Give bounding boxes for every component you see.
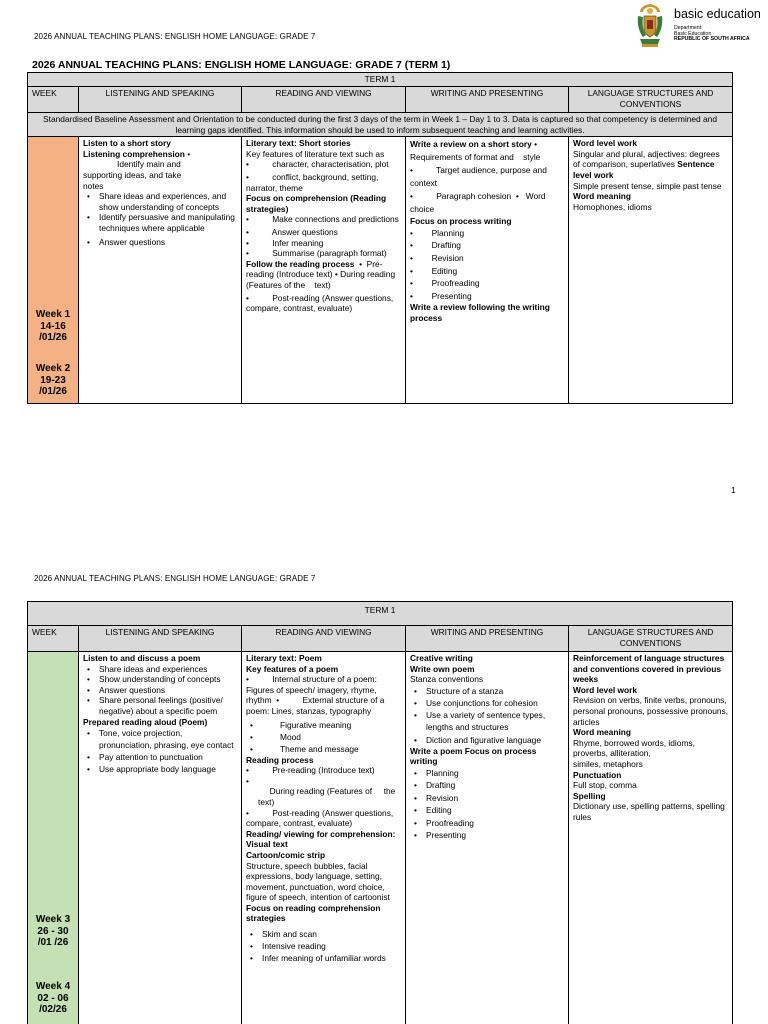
language-structures-cell: Word level work Singular and plural, adjectives: degrees of comparison, superlatives Sentence level work Simple present tense, simple past tense Word meaning Homophones, idioms — [569, 137, 733, 404]
col-reading-viewing-2: READING AND VIEWING — [242, 626, 406, 652]
term-header: TERM 1 — [28, 73, 733, 87]
col-listening-speaking: LISTENING AND SPEAKING — [79, 87, 242, 113]
col-week: WEEK — [28, 87, 79, 113]
writing-presenting-cell: Write a review on a short story • Requirements of format and style • Target audience, purpose and context • Paragraph cohesion • Word choice Focus on process writing • Planning • Drafting • Revision • Editing • Proofreading • Presenting Write a review following the writing process — [406, 137, 569, 404]
week-2-label: Week 2 19-23 /01/26 — [35, 363, 71, 398]
week-4-label: Week 4 02 - 06 /02/26 — [35, 981, 71, 1015]
col-language-structures: LANGUAGE STRUCTURES AND CONVENTIONS — [569, 87, 733, 113]
baseline-assessment-note: Standardised Baseline Assessment and Orientation to be conducted during the first 3 days of the term in Week 1 – Day 1 to 3. Data is captured so that competency is determined and learning gaps identified. This information should be used to inform subsequent teaching and learning activities. — [28, 113, 733, 137]
listening-speaking-cell: Listen to a short story Listening comprehension • Identify main and supporting ideas, and take notes • Share ideas and experiences, and show understanding of concepts • Identify persuasive and manipulating techniques where applicable • Answer questions — [79, 137, 242, 404]
document-title: 2026 ANNUAL TEACHING PLANS: ENGLISH HOME LANGUAGE: GRADE 7 (TERM 1) — [32, 59, 451, 71]
term1-plan-table-weeks-3-4 — [27, 601, 733, 1024]
language-structures-cell-2: Reinforcement of language structures and conventions covered in previous weeks Word level work Revision on verbs, finite verbs, pronouns, personal pronouns, possessive pronouns, articles Word meaning Rhyme, borrowed words, idioms, proverbs, alliteration, similes, metaphors Punctuation Full stop, comma Spelling Dictionary use, spelling patterns, spelling rules — [569, 652, 733, 1024]
reading-viewing-cell: Literary text: Short stories Key features of literature text such as • character, characterisation, plot • conflict, background, setting, narrator, theme Focus on comprehension (Reading strategies) • Make connections and predictions • Answer questions • Infer meaning • Summarise (paragraph format) Follow the reading process • Pre-reading (Introduce text) • During reading (Features of the text) • Post-reading (Answer questions, compare, contrast, evaluate) — [242, 137, 406, 404]
page-number: 1 — [731, 485, 736, 495]
col-language-structures-2: LANGUAGE STRUCTURES AND CONVENTIONS — [569, 626, 733, 652]
running-header: 2026 ANNUAL TEACHING PLANS: ENGLISH HOME LANGUAGE: GRADE 7 — [34, 32, 316, 41]
col-writing-presenting: WRITING AND PRESENTING — [406, 87, 569, 113]
col-listening-speaking-2: LISTENING AND SPEAKING — [79, 626, 242, 652]
reading-viewing-cell-2: Literary text: Poem Key features of a poem • Internal structure of a poem: Figures of speech/ imagery, rhyme, rhythm • External structure of a poem: Lines, stanzas, typography • Figurative meaning • Mood • Theme and message Reading process • Pre-reading (Introduce text) • During reading (Features of the text) • Post-reading (Answer questions, compare, contrast, evaluate) Reading/ viewing for comprehension: Visual text Cartoon/comic strip Structure, speech bubbles, facial expressions, body language, setting, movement, punctuation, word choice, figure of speech, intention of cartoonist Focus on reading comprehension strategies • Skim and scan • Intensive reading • Infer meaning of unfamiliar words — [242, 652, 406, 1024]
week-3-label: Week 3 26 - 30 /01 /26 — [35, 914, 71, 948]
week-1-label: Week 1 14-16 /01/26 — [35, 309, 71, 344]
week-cell — [28, 137, 79, 404]
term1-plan-table-weeks-1-2 — [27, 72, 733, 404]
week-cell-2 — [28, 652, 79, 1024]
listening-speaking-cell-2: Listen to and discuss a poem • Share ideas and experiences • Show understanding of concepts • Answer questions • Share personal feelings (positive/ negative) about a specific poem Prepared reading aloud (Poem) • Tone, voice projection, pronunciation, phrasing, eye contact • Pay attention to punctuation • Use appropriate body language — [79, 652, 242, 1024]
term-header-2: TERM 1 — [28, 602, 733, 626]
basic-education-logo — [632, 2, 768, 50]
running-header-page-2: 2026 ANNUAL TEACHING PLANS: ENGLISH HOME LANGUAGE: GRADE 7 — [34, 574, 316, 583]
col-writing-presenting-2: WRITING AND PRESENTING — [406, 626, 569, 652]
logo-brand-text: basic education — [674, 7, 761, 21]
writing-presenting-cell-2: Creative writing Write own poem Stanza conventions • Structure of a stanza • Use conjunctions for cohesion • Use a variety of sentence types, lengths and structures • Diction and figurative language Write a poem Focus on process writing • Planning • Drafting • Revision • Editing • Proofreading • Presenting — [406, 652, 569, 1024]
listening-bullets: • Share ideas and experiences, and show understanding of concepts • Identify persuasive and manipulating techniques where applicable • Answer questions — [83, 191, 237, 247]
coat-of-arms-icon — [634, 2, 666, 48]
col-reading-viewing: READING AND VIEWING — [242, 87, 406, 113]
col-week-2: WEEK — [28, 626, 79, 652]
logo-department-text: Department: Basic Education REPUBLIC OF SOUTH AFRICA — [674, 25, 750, 43]
